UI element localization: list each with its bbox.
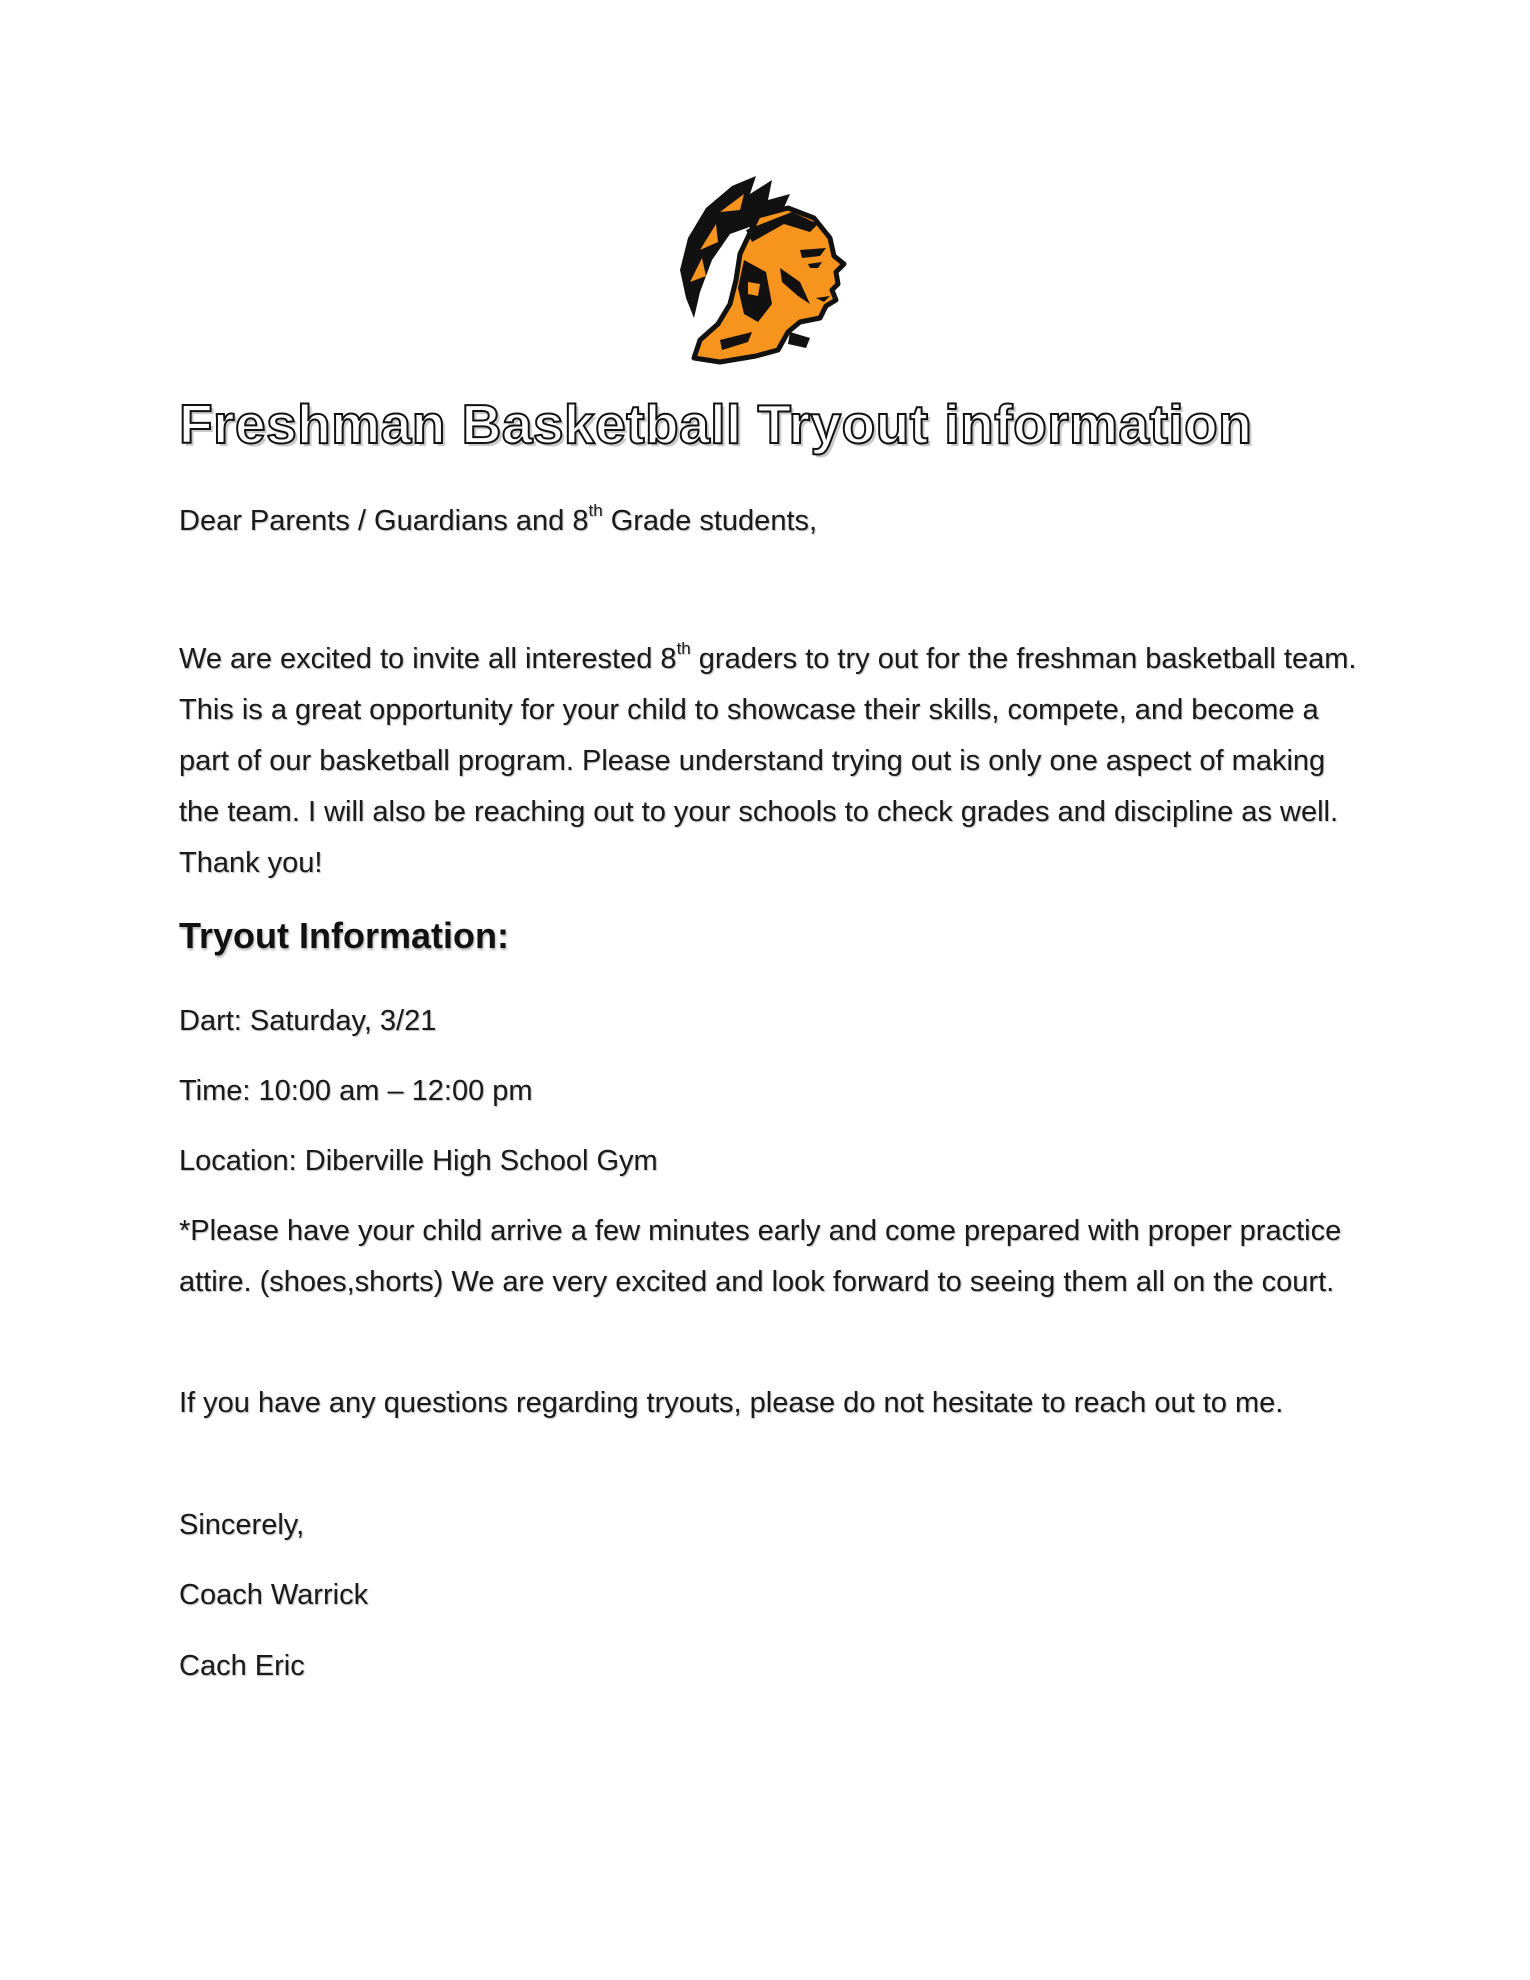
tryout-time: Time: 10:00 am – 12:00 pm (179, 1075, 533, 1107)
questions-paragraph: If you have any questions regarding tryouts, please do not hesitate to reach out to me. (179, 1387, 1284, 1419)
preparation-note: *Please have your child arrive a few minutes early and come prepared with proper practice attire. (shoes,shorts) We are very excited and look forward to seeing them all on the court. (179, 1215, 1342, 1298)
greeting-line: Dear Parents / Guardians and 8th Grade students, (179, 501, 818, 537)
closing-line: Sincerely, (179, 1509, 305, 1541)
warrior-head-logo-icon (660, 172, 860, 368)
intro-paragraph: We are excited to invite all interested 8th graders to try out for the freshman basketball team. This is a great opportunity for your child to showcase their skills, compete, and become a part of our basketball program. Please understand trying out is only one aspect of making the team. I will also be reaching out to your schools to check grades and discipline as well. Thank you! (179, 639, 1357, 879)
page-title: Freshman Basketball Tryout information (179, 393, 1253, 455)
signature-cach-eric: Cach Eric (179, 1650, 305, 1682)
signature-coach-warrick: Coach Warrick (179, 1579, 369, 1611)
tryout-date: Dart: Saturday, 3/21 (179, 1005, 437, 1037)
tryout-info-heading: Tryout Information: (179, 915, 509, 956)
tryout-location: Location: Diberville High School Gym (179, 1145, 658, 1177)
